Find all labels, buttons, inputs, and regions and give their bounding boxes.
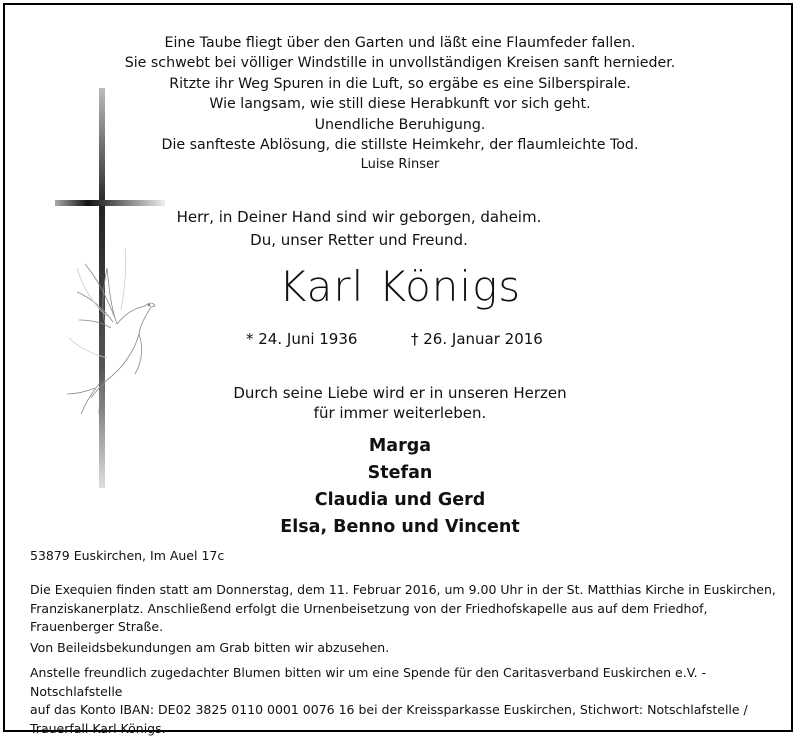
donation-notice xyxy=(30,664,790,738)
memorial-line: für immer weiterleben. xyxy=(313,404,487,422)
notice-line: auf das Konto IBAN: DE02 3825 0110 0001 0076 16 bei der Kreissparkasse Euskirchen, Stichwort: Notschlafstelle / xyxy=(30,702,748,718)
notice-line: Franziskanerplatz. Anschließend erfolgt die Urnenbeisetzung von der Friedhofskapelle aus auf dem Friedhof, xyxy=(30,600,708,616)
death-date: † 26. Januar 2016 xyxy=(411,330,543,348)
verse-line: Herr, in Deiner Hand sind wir geborgen, daheim. xyxy=(176,208,542,226)
notice-line: Trauerfall Karl Königs. xyxy=(30,720,166,736)
family-member: Claudia und Gerd xyxy=(314,490,486,510)
poem-line: Sie schwebt bei völliger Windstille in unvollständigen Kreisen sanft hernieder. xyxy=(124,55,676,72)
poem-line: Wie langsam, wie still diese Herabkunft vor sich geht. xyxy=(209,96,591,113)
birth-date: * 24. Juni 1936 xyxy=(246,330,358,348)
memorial-line: Durch seine Liebe wird er in unseren Herzen xyxy=(233,384,567,402)
poem-line: Unendliche Beruhigung. xyxy=(314,116,486,133)
family-member: Marga xyxy=(368,436,432,456)
poem-line: Ritzte ihr Weg Spuren in die Luft, so ergäbe es eine Silberspirale. xyxy=(169,75,631,92)
condolence-notice: Von Beileidsbekundungen am Grab bitten wir abzusehen. xyxy=(30,640,390,655)
family-list xyxy=(0,433,800,541)
verse-line: Du, unser Retter und Freund. xyxy=(250,231,468,249)
family-member: Elsa, Benno und Vincent xyxy=(280,517,520,537)
verse xyxy=(0,206,718,252)
funeral-notice xyxy=(30,581,790,637)
notice-line: Die Exequien finden statt am Donnerstag, dem 11. Februar 2016, um 9.00 Uhr in der St. Matthias Kirche in Euskirchen, xyxy=(30,582,776,597)
poem-line: Die sanfteste Ablösung, die stillste Heimkehr, der flaumleichte Tod. xyxy=(161,137,639,154)
notice-line: Anstelle freundlich zugedachter Blumen bitten wir um eine Spende für den Caritasverband Euskirchen e.V. - Notschlafstelle xyxy=(30,665,707,699)
address: 53879 Euskirchen, Im Auel 17c xyxy=(30,548,225,563)
memorial-text xyxy=(0,383,800,423)
deceased-name: Karl Königs xyxy=(278,262,522,311)
poem-line: Eine Taube fliegt über den Garten und läßt eine Flaumfeder fallen. xyxy=(164,35,636,51)
family-member: Stefan xyxy=(367,463,433,483)
poem-author: Luise Rinser xyxy=(360,157,440,172)
notice-line: Frauenberger Straße. xyxy=(30,619,164,635)
